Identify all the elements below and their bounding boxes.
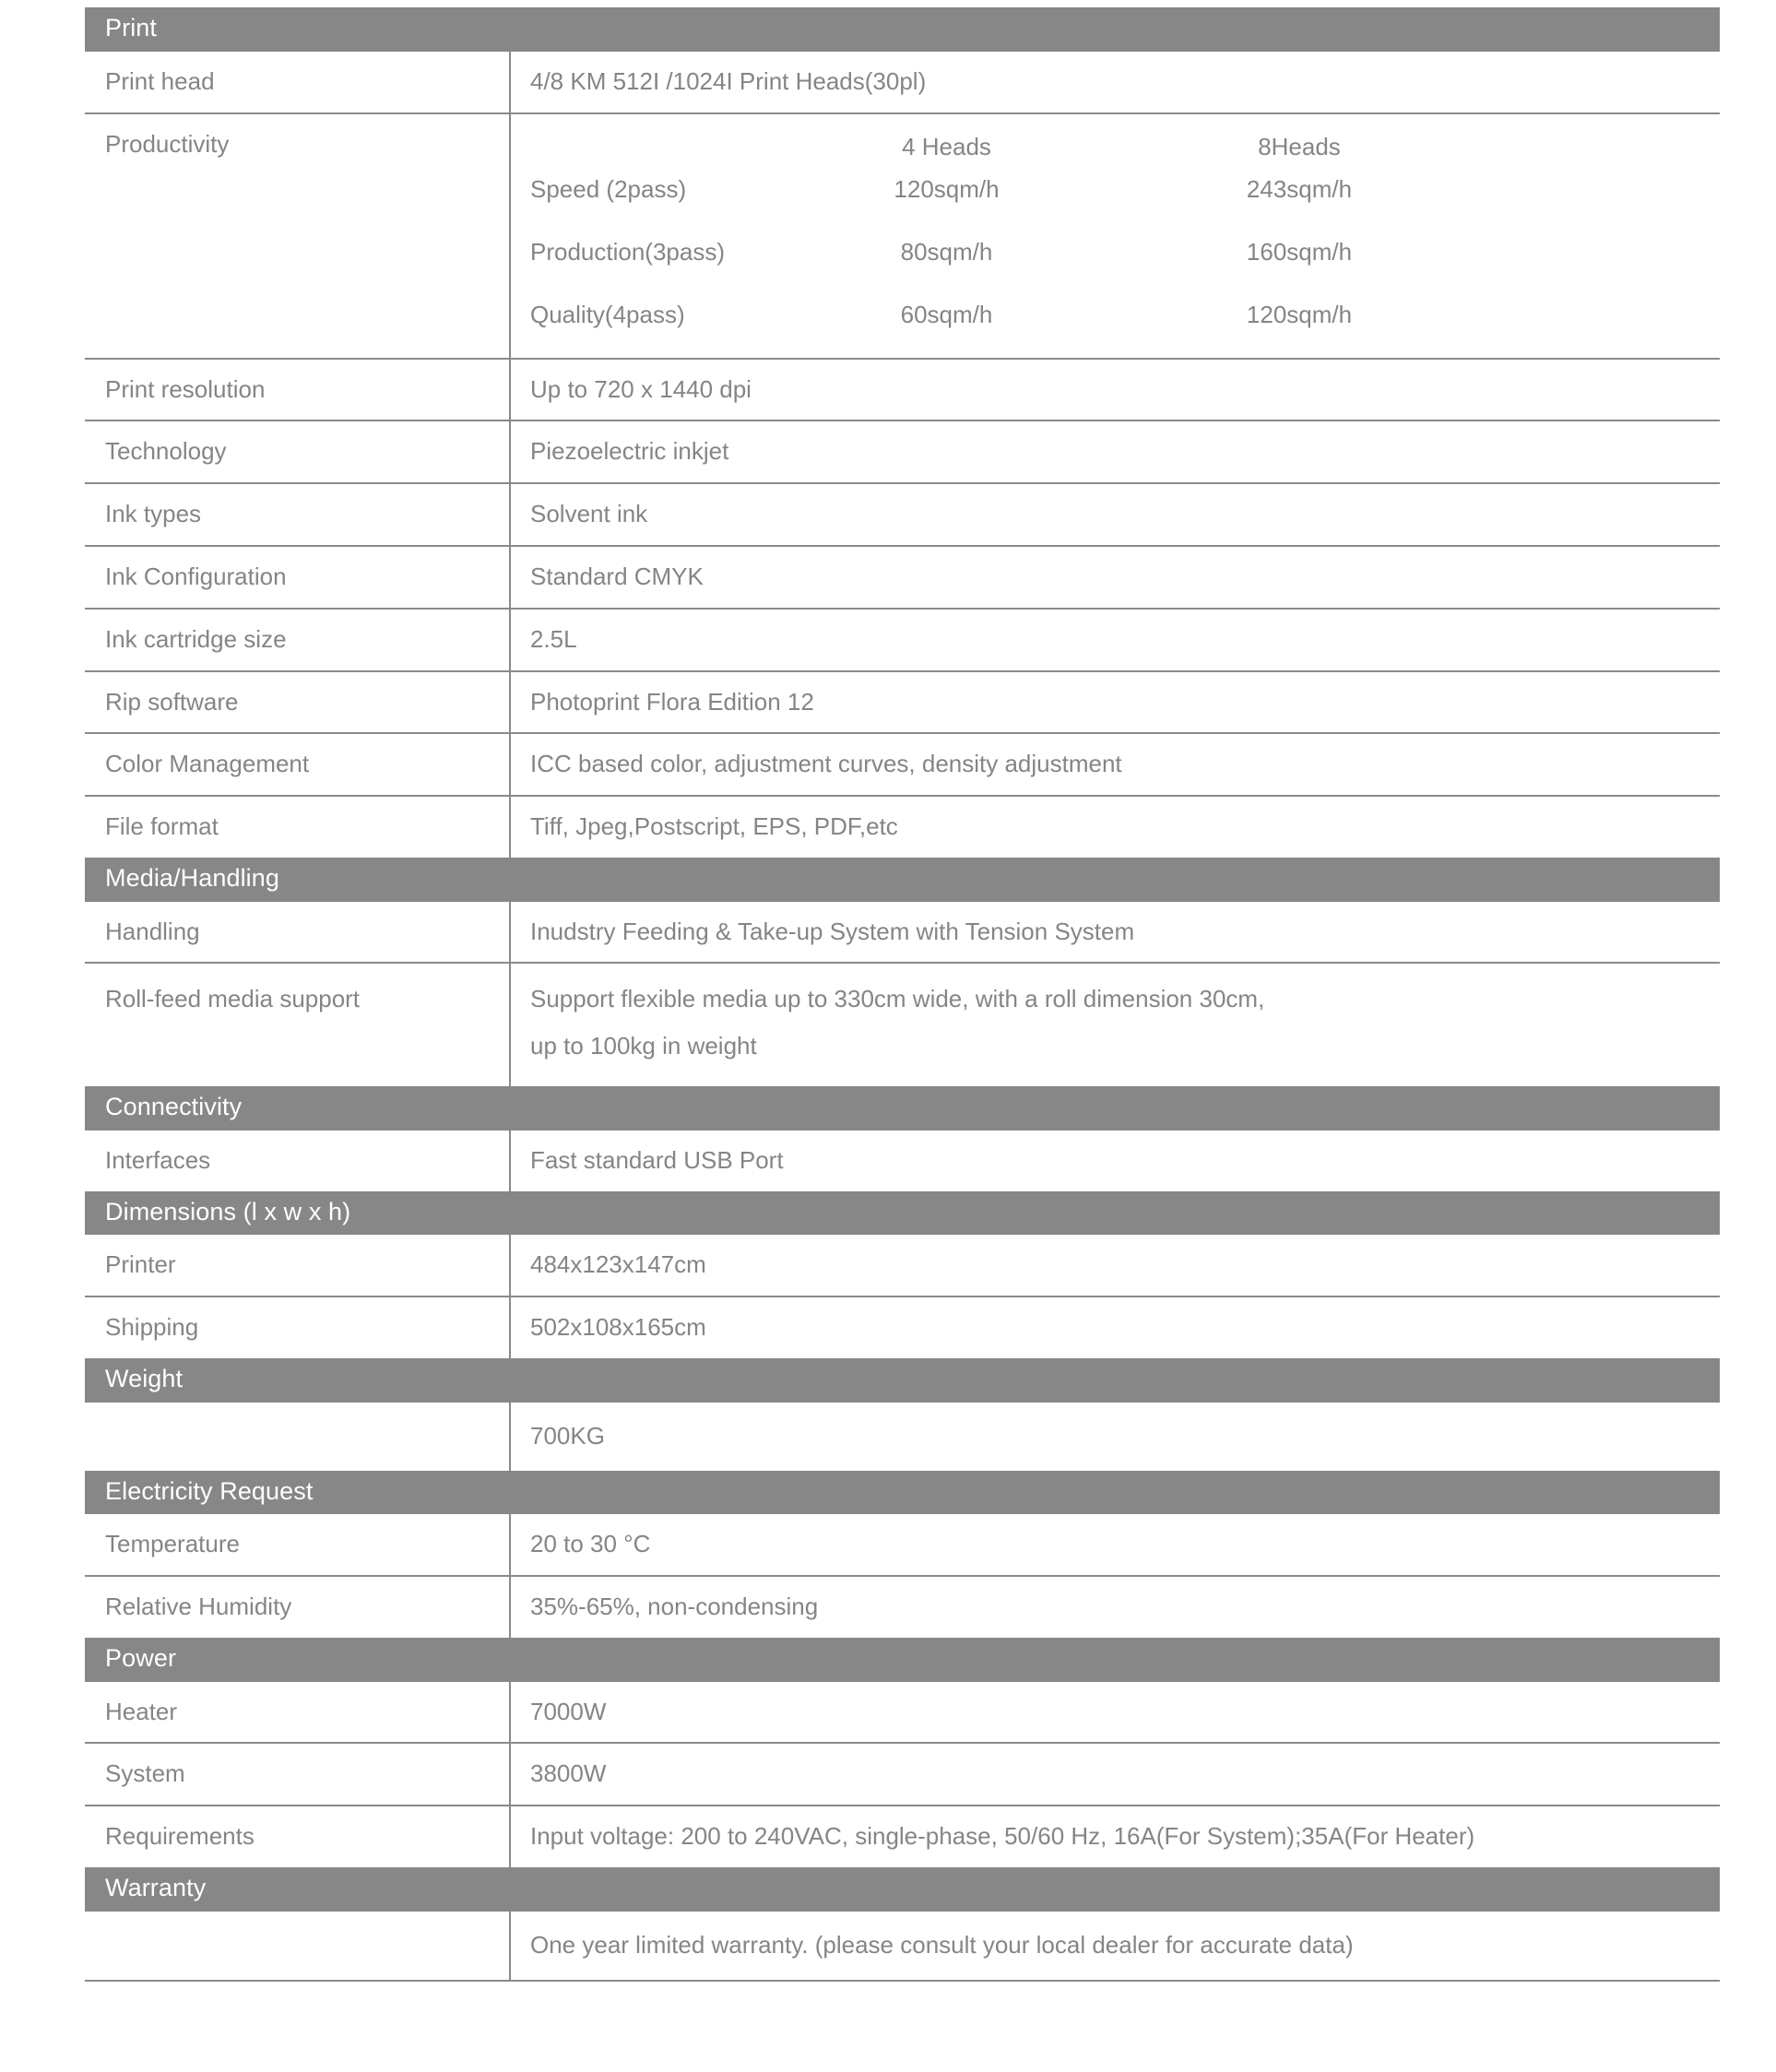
row-value-lines (530, 984, 1720, 1062)
section-header-label: Media/Handling (85, 858, 1720, 902)
row-label: Productivity (85, 113, 510, 359)
row-label: Handling (85, 902, 510, 964)
table-row (85, 359, 1720, 421)
section-header-weight (85, 1358, 1720, 1403)
row-value-line: Support flexible media up to 330cm wide, with a roll dimension 30cm, (530, 985, 1265, 1013)
productivity-row-spacer (1493, 293, 1721, 337)
section-header-label: Warranty (85, 1867, 1720, 1912)
section-header-label: Connectivity (85, 1086, 1720, 1131)
row-value: 484x123x147cm (510, 1235, 1720, 1296)
productivity-row-production (511, 231, 1721, 275)
row-label: Ink Configuration (85, 546, 510, 609)
table-row (85, 796, 1720, 858)
row-value: 2.5L (510, 609, 1720, 671)
row-value: One year limited warranty. (please consult your local dealer for accurate data) (510, 1912, 1720, 1981)
productivity-header-eight-heads: 8Heads (1258, 133, 1341, 161)
row-value: 35%-65%, non-condensing (530, 1592, 819, 1621)
row-label: File format (85, 796, 510, 858)
table-row (85, 609, 1720, 671)
productivity-row-eight-heads: 160sqm/h (1246, 238, 1353, 266)
table-row (85, 1131, 1720, 1191)
section-header-power (85, 1638, 1720, 1682)
productivity-row-quality (511, 293, 1721, 337)
row-label: Requirements (85, 1806, 510, 1867)
productivity-header-spacer (1493, 127, 1721, 168)
table-row (85, 1682, 1720, 1744)
table-row (85, 1576, 1720, 1638)
row-value: Standard CMYK (510, 546, 1720, 609)
table-row (85, 1912, 1720, 1981)
section-header-label: Electricity Request (85, 1471, 1720, 1515)
row-label: Heater (85, 1682, 510, 1744)
section-header-warranty (85, 1867, 1720, 1912)
productivity-row-four-heads: 120sqm/h (894, 175, 1000, 204)
row-label: Roll-feed media support (85, 963, 510, 1086)
table-row (85, 1743, 1720, 1806)
row-value (510, 113, 1720, 359)
row-value: 502x108x165cm (530, 1313, 706, 1342)
row-label (85, 1912, 510, 1981)
row-label: Relative Humidity (85, 1576, 510, 1638)
table-row (85, 902, 1720, 964)
section-header-connectivity (85, 1086, 1720, 1131)
productivity-row-four-heads: 80sqm/h (900, 238, 993, 266)
table-row (85, 733, 1720, 796)
row-value: 3800W (510, 1743, 1720, 1806)
section-header-label: Weight (85, 1358, 1720, 1403)
row-value: Fast standard USB Port (530, 1145, 784, 1174)
row-label: Color Management (85, 733, 510, 796)
specification-table (85, 7, 1720, 1982)
row-value-line: up to 100kg in weight (530, 1032, 757, 1060)
productivity-row-four-heads: 60sqm/h (900, 301, 993, 329)
row-value: Input voltage: 200 to 240VAC, single-phase, 50/60 Hz, 16A(For System);35A(For Heater) (530, 1822, 1475, 1851)
productivity-gap-cell (511, 275, 1721, 293)
row-value (510, 963, 1720, 1086)
productivity-header-row (511, 127, 1721, 168)
row-value: Up to 720 x 1440 dpi (510, 359, 1720, 421)
row-value: 700KG (530, 1421, 605, 1450)
productivity-gap-cell (511, 212, 1721, 231)
productivity-row-name: Quality(4pass) (530, 301, 685, 329)
productivity-header-four-heads: 4 Heads (902, 133, 991, 161)
section-header-label: Power (85, 1638, 1720, 1682)
table-row (85, 1296, 1720, 1358)
row-value: 4/8 KM 512I /1024I Print Heads(30pl) (510, 52, 1720, 113)
section-header-electricity-request (85, 1471, 1720, 1515)
row-value: Inudstry Feeding & Take-up System with Tension System (510, 902, 1720, 964)
table-row (85, 52, 1720, 113)
row-label: Print head (85, 52, 510, 113)
row-label: Ink cartridge size (85, 609, 510, 671)
productivity-row-eight-heads: 243sqm/h (1246, 175, 1353, 204)
section-header-dimensions (85, 1191, 1720, 1236)
row-label: Printer (85, 1235, 510, 1296)
table-row (85, 671, 1720, 734)
row-value: Photoprint Flora Edition 12 (510, 671, 1720, 734)
row-label: Print resolution (85, 359, 510, 421)
row-label: Shipping (85, 1296, 510, 1358)
table-row-productivity (85, 113, 1720, 359)
row-value: Solvent ink (510, 483, 1720, 546)
row-label: Technology (85, 420, 510, 483)
productivity-row-speed (511, 168, 1721, 212)
row-label: Ink types (85, 483, 510, 546)
row-value: ICC based color, adjustment curves, density adjustment (510, 733, 1720, 796)
table-row (85, 1403, 1720, 1471)
productivity-gap (511, 275, 1721, 293)
table-row (85, 1514, 1720, 1576)
row-value: Piezoelectric inkjet (510, 420, 1720, 483)
productivity-header-blank (511, 127, 787, 168)
section-header-label: Print (85, 7, 1720, 52)
row-label (85, 1403, 510, 1471)
table-row (85, 1806, 1720, 1867)
row-value: 20 to 30 °C (510, 1514, 1720, 1576)
productivity-row-name: Production(3pass) (530, 238, 725, 266)
productivity-subtable (511, 127, 1721, 337)
table-row (85, 420, 1720, 483)
row-value: Tiff, Jpeg,Postscript, EPS, PDF,etc (530, 812, 898, 841)
productivity-row-spacer (1493, 231, 1721, 275)
section-header-media-handling (85, 858, 1720, 902)
section-header-label: Dimensions (l x w x h) (85, 1191, 1720, 1236)
table-row (85, 1235, 1720, 1296)
row-label: Interfaces (85, 1131, 510, 1191)
productivity-row-spacer (1493, 168, 1721, 212)
productivity-row-eight-heads: 120sqm/h (1246, 301, 1353, 329)
section-header-print (85, 7, 1720, 52)
row-label: System (85, 1743, 510, 1806)
productivity-gap (511, 212, 1721, 231)
row-label: Temperature (85, 1514, 510, 1576)
table-row (85, 483, 1720, 546)
row-value: 7000W (510, 1682, 1720, 1744)
table-row (85, 546, 1720, 609)
productivity-row-name: Speed (2pass) (530, 175, 687, 204)
table-row (85, 963, 1720, 1086)
row-label: Rip software (85, 671, 510, 734)
